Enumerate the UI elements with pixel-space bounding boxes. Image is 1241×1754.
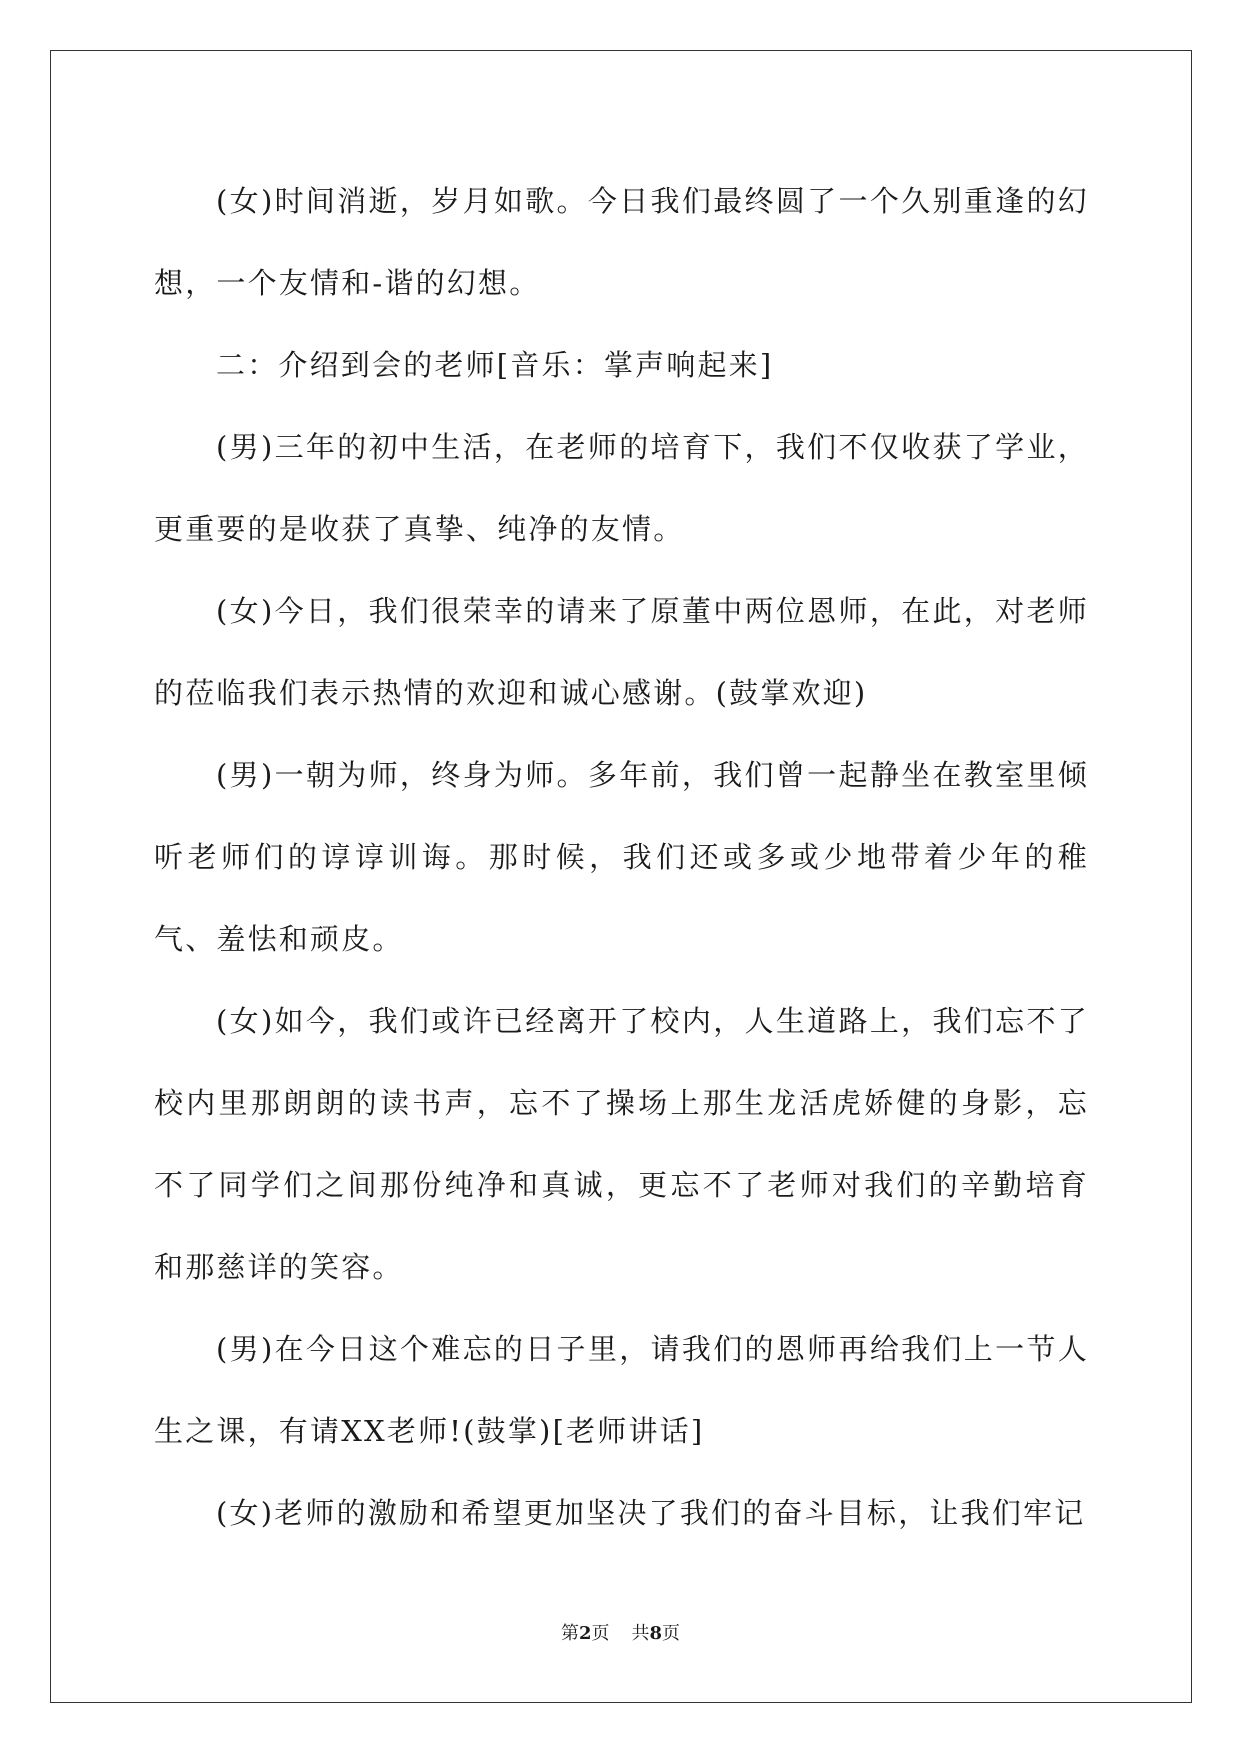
paragraph: (女)如今，我们或许已经离开了校内，人生道路上，我们忘不了校内里那朗朗的读书声，忘不了操场上那生龙活虎娇健的身影，忘不了同学们之间那份纯净和真诚，更忘不了老师对我们的辛勤培育和那慈详的笑容。: [154, 1004, 1089, 1284]
page-prefix: 第: [560, 1623, 579, 1644]
total-prefix: 共: [631, 1623, 650, 1644]
total-suffix: 页: [662, 1623, 681, 1644]
paragraph: (男)一朝为师，终身为师。多年前，我们曾一起静坐在教室里倾听老师们的谆谆训诲。那时候，我们还或多或少地带着少年的稚气、羞怯和顽皮。: [154, 758, 1089, 956]
paragraph: (女)时间消逝，岁月如歌。今日我们最终圆了一个久别重逢的幻想，一个友情和-谐的幻想。: [154, 184, 1089, 300]
paragraph: 二：介绍到会的老师[音乐：掌声响起来]: [216, 348, 774, 382]
paragraph: (女)老师的激励和希望更加坚决了我们的奋斗目标，让我们牢记: [216, 1496, 1086, 1530]
paragraph: (男)三年的初中生活，在老师的培育下，我们不仅收获了学业，更重要的是收获了真挚、纯净的友情。: [154, 430, 1089, 546]
document-body: [154, 160, 1089, 1554]
total-page-number: 8: [649, 1623, 663, 1644]
current-page-number: 2: [578, 1623, 592, 1644]
page-footer: [0, 1619, 1241, 1645]
paragraph: (女)今日，我们很荣幸的请来了原董中两位恩师，在此，对老师的莅临我们表示热情的欢迎和诚心感谢。(鼓掌欢迎): [154, 594, 1089, 710]
paragraph: (男)在今日这个难忘的日子里，请我们的恩师再给我们上一节人生之课，有请XX老师!(鼓掌)[老师讲话]: [154, 1332, 1089, 1448]
page-suffix: 页: [591, 1623, 610, 1644]
